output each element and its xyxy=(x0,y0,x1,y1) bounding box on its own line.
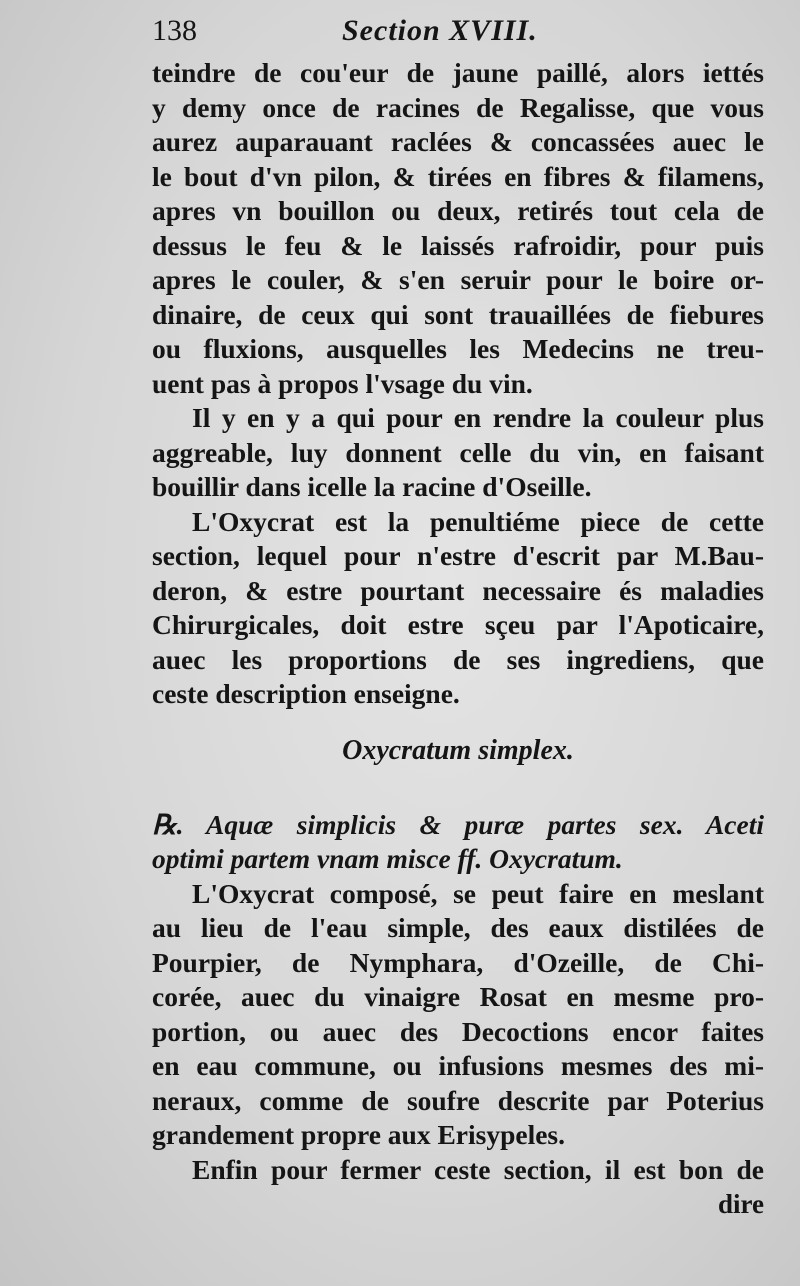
text-line: ou fluxions, ausquelles les Medecins ne treu- xyxy=(152,333,764,364)
text-line: en eau commune, ou infusions mesmes des mi- xyxy=(152,1050,764,1081)
text-line: Enfin pour fermer ceste section, il est bon de xyxy=(192,1153,764,1185)
text-line: section, lequel pour n'estre d'escrit par M.Bau- xyxy=(152,540,764,571)
text-line: ℞. Aquæ simplicis & puræ partes sex. Aceti xyxy=(152,808,764,840)
text-line: Chirurgicales, doit estre sçeu par l'Apoticaire, xyxy=(152,609,764,640)
page-number: 138 xyxy=(152,14,197,47)
text-line: auec les proportions de ses ingrediens, que xyxy=(152,643,764,675)
catchword: dire xyxy=(718,1189,764,1219)
paragraph-regalisse xyxy=(152,56,764,401)
text-line: Il y en y a qui pour en rendre la couleur plus xyxy=(192,402,764,433)
section-title: Section XVIII. xyxy=(342,14,538,47)
paragraph-enfin xyxy=(152,1153,764,1188)
text-line: corée, auec du vinaigre Rosat en mesme pro- xyxy=(152,981,764,1012)
text-line: dinaire, de ceux qui sont trauaillées de fiebures xyxy=(152,298,764,330)
text-line: le bout d'vn pilon, & tirées en fibres & filamens, xyxy=(152,160,764,192)
text-line: uent pas à propos l'vsage du vin. xyxy=(152,367,533,399)
text-line: optimi partem vnam misce ff. Oxycratum. xyxy=(152,843,623,874)
text-line: y demy once de racines de Regalisse, que vous xyxy=(152,91,764,123)
text-line: neraux, comme de soufre descrite par Poterius xyxy=(152,1084,764,1116)
text-line: L'Oxycrat est la penultiéme piece de cette xyxy=(192,505,764,537)
paragraph-couleur xyxy=(152,401,764,505)
recipe-heading: Oxycratum simplex. xyxy=(342,734,574,766)
text-line: deron, & estre pourtant necessaire és maladies xyxy=(152,574,764,606)
text-line: aggreable, luy donnent celle du vin, en faisant xyxy=(152,436,764,468)
text-line: apres vn bouillon ou deux, retirés tout cela de xyxy=(152,195,764,226)
text-line: grandement propre aux Erisypeles. xyxy=(152,1119,566,1150)
running-head xyxy=(152,14,764,56)
text-line: dessus le feu & le laissés rafroidir, pour puis xyxy=(152,229,764,261)
text-line: L'Oxycrat composé, se peut faire en meslant xyxy=(192,877,764,909)
paragraph-oxycrat xyxy=(152,505,764,712)
text-line: ceste description enseigne. xyxy=(152,678,460,709)
text-line: Pourpier, de Nymphara, d'Ozeille, de Chi- xyxy=(152,946,764,978)
text-line: aurez auparauant raclées & concassées auec le xyxy=(152,126,764,157)
recipe-formula xyxy=(152,808,764,877)
text-line: portion, ou auec des Decoctions encor faites xyxy=(152,1015,764,1047)
text-line: teindre de cou'eur de jaune paillé, alors iettés xyxy=(152,57,764,88)
paragraph-oxycrat-compose xyxy=(152,877,764,1153)
text-line: apres le couler, & s'en seruir pour le boire or- xyxy=(152,264,764,295)
text-line: bouillir dans icelle la racine d'Oseille. xyxy=(152,471,592,502)
text-line: au lieu de l'eau simple, des eaux distilées de xyxy=(152,912,764,943)
